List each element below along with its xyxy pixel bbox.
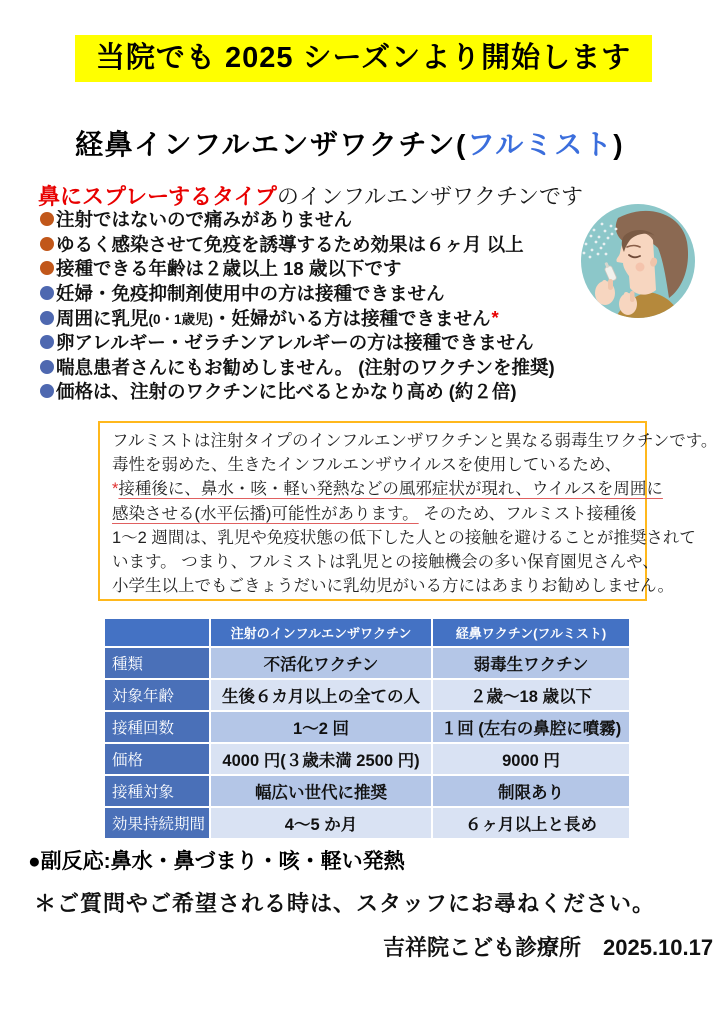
box-line: 小学生以上でもごきょうだいに乳幼児がいる方にはあまりお勧めしません。	[112, 577, 674, 596]
bullet-text: 接種できる年齢は２歳以上 18 歳以下です	[56, 258, 402, 280]
box-line: 毒性を弱めた、生きたインフルエンザウイルスを使用しているため、	[112, 456, 622, 475]
nasal-spray-illustration	[560, 196, 710, 328]
title-black-part: 経鼻インフルエンザワクチン(	[75, 129, 467, 160]
bullet-item	[40, 256, 600, 281]
red-asterisk: *	[491, 306, 499, 328]
feature-bullet-list	[40, 207, 600, 404]
row-label: 価格	[105, 744, 209, 774]
vaccine-comparison-table	[105, 619, 629, 838]
table-cell: 9000 円	[433, 744, 629, 774]
clinic-name-date: 吉祥院こども診療所 2025.10.17	[383, 935, 714, 960]
table-cell: 4000 円(３歳未満 2500 円)	[211, 744, 431, 774]
side-effects-line: ●副反応:鼻水・鼻づまり・咳・軽い発熱	[28, 850, 405, 873]
box-line: フルミストは注射タイプのインフルエンザワクチンと異なる弱毒生ワクチンです。	[112, 432, 718, 450]
bullet-dot-icon	[40, 261, 54, 275]
nasal-spray-illustration-svg	[560, 196, 710, 328]
row-label: 効果持続期間	[105, 808, 209, 838]
bullet-dot-icon	[40, 335, 54, 349]
bullet-text: 周囲に乳児	[56, 307, 149, 329]
table-cell: 制限あり	[433, 776, 629, 806]
intro-black-part: のインフルエンザワクチンです	[276, 184, 583, 209]
bullet-text: 価格は、注射のワクチンに比べるとかなり高め (約２倍)	[56, 381, 517, 403]
bullet-item	[40, 207, 600, 232]
bullet-dot-icon	[40, 286, 54, 300]
table-header-nasal: 経鼻ワクチン(フルミスト)	[433, 619, 629, 646]
table-header-injection: 注射のインフルエンザワクチン	[211, 619, 431, 646]
bullet-text: 喘息患者さんにもお勧めしません。 (注射のワクチンを推奨)	[56, 356, 555, 378]
bullet-item	[40, 305, 600, 330]
bullet-text: 卵アレルギー・ゼラチンアレルギーの方は接種できません	[56, 332, 534, 354]
headline-banner: 当院でも 2025 シーズンより開始します	[75, 35, 652, 82]
row-label: 種類	[105, 648, 209, 678]
box-line: います。 つまり、フルミストは乳児との接触機会の多い保育園児さんや、	[112, 553, 659, 572]
box-line	[112, 502, 637, 526]
bullet-item	[40, 281, 600, 306]
table-cell: 弱毒生ワクチン	[433, 648, 629, 678]
row-label: 接種回数	[105, 712, 209, 742]
table-corner-cell	[105, 619, 209, 646]
table-cell: 不活化ワクチン	[211, 648, 431, 678]
box-line: 1〜2 週間は、乳児や免疫状態の低下した人との接触を避けることが推奨されて	[112, 528, 696, 547]
underlined-warning-text: 接種後に、鼻水・咳・軽い発熱などの風邪症状が現れ、ウイルスを周囲に	[118, 480, 663, 499]
box-line	[112, 477, 663, 501]
table-cell: 4〜5 か月	[211, 808, 431, 838]
intro-red-part: 鼻にスプレーするタイプ	[38, 184, 277, 209]
bullet-text: 注射ではないので痛みがありません	[56, 209, 353, 231]
title-product-name: フルミスト	[466, 129, 614, 160]
bullet-text: 妊婦・免疫抑制剤使用中の方は接種できません	[56, 283, 445, 305]
bullet-dot-icon	[40, 237, 54, 251]
row-label: 接種対象	[105, 776, 209, 806]
table-cell: ２歳〜18 歳以下	[433, 680, 629, 710]
row-label: 対象年齢	[105, 680, 209, 710]
bullet-dot-icon	[40, 360, 54, 374]
title-close-paren: )	[613, 129, 625, 160]
bullet-item	[40, 355, 600, 380]
table-cell: 生後６カ月以上の全ての人	[211, 680, 431, 710]
flumist-caution-box	[98, 421, 718, 601]
bullet-text: ・妊婦がいる方は接種できません	[213, 307, 491, 329]
underlined-warning-text: 感染させる(水平伝播)可能性があります。	[112, 504, 419, 523]
page-title	[75, 123, 675, 163]
bullet-item	[40, 330, 600, 355]
ask-staff-note: ＊ご質問やご希望される時は、スタッフにお尋ねください。	[34, 891, 656, 916]
bullet-text: ゆるく感染させて免疫を誘導するため効果は６ヶ月 以上	[56, 233, 524, 255]
bullet-dot-icon	[40, 212, 54, 226]
bullet-dot-icon	[40, 311, 54, 325]
table-cell: ６ヶ月以上と長め	[433, 808, 629, 838]
table-cell: 幅広い世代に推奨	[211, 776, 431, 806]
table-cell: １回 (左右の鼻腔に噴霧)	[433, 712, 629, 742]
table-cell: 1〜2 回	[211, 712, 431, 742]
bullet-item	[40, 232, 600, 257]
bullet-dot-icon	[40, 384, 54, 398]
box-line-text: そのため、フルミスト接種後	[418, 504, 637, 523]
bullet-small-text: (0・1歳児)	[148, 311, 214, 327]
red-asterisk: *	[112, 480, 119, 499]
bullet-item	[40, 379, 600, 404]
